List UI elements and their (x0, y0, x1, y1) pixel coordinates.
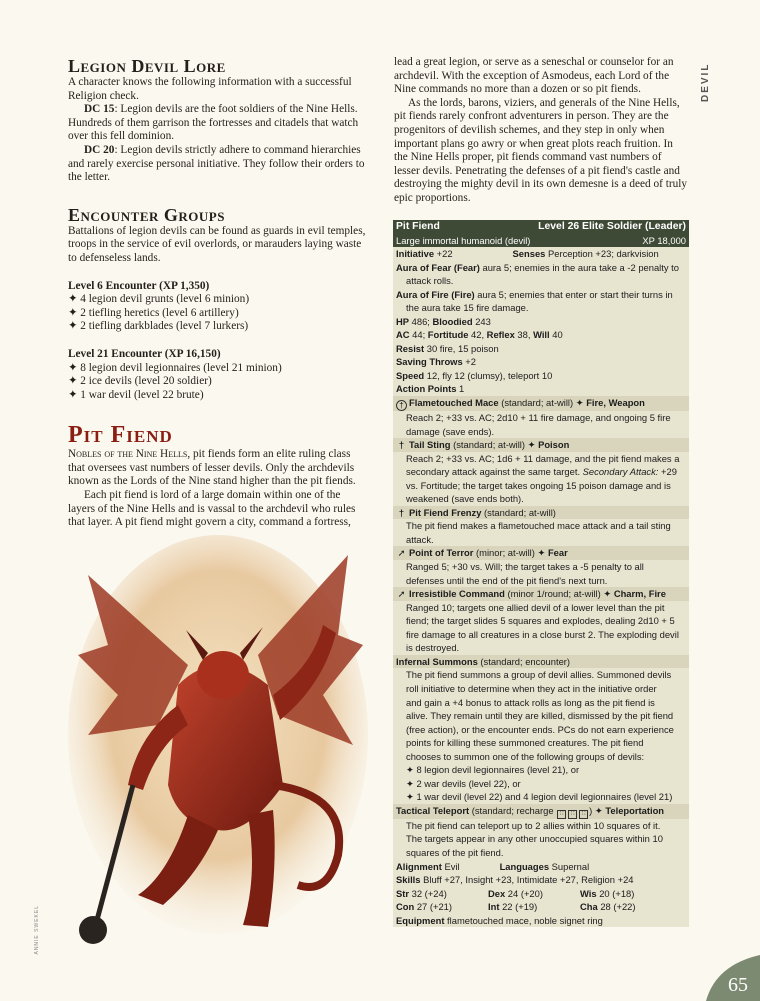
equipment-label: Equipment (396, 914, 445, 926)
power-frenzy-name: Pit Fiend Frenzy (409, 506, 482, 518)
aura-fear-cont: attack rolls. (406, 275, 454, 287)
encounter-item: ✦ 1 war devil (level 22 brute) (68, 389, 368, 403)
ability-value: 24 (+20) (505, 887, 543, 899)
power-sting-text: +29 (658, 466, 677, 478)
pit-fiend-lead: Nobles of the Nine Hells (68, 448, 188, 461)
melee-icon: † (398, 439, 405, 451)
resist-row (393, 342, 689, 356)
power-summons-line: chooses to summon one of the following groups of devils: (406, 750, 645, 762)
lore-dc20 (68, 144, 368, 185)
artist-credit: ANNIE SWEKEL (34, 905, 40, 955)
saves-value: +2 (462, 356, 476, 368)
ac-label: AC (396, 329, 410, 341)
ability-value: 28 (+22) (597, 901, 636, 913)
hp-row (393, 315, 689, 329)
encounter-item: ✦ 4 legion devil grunts (level 6 minion) (68, 293, 368, 307)
ability-str (396, 887, 488, 901)
power-mace-line: Reach 2; +33 vs. AC; 2d10 + 11 fire damage, and ongoing 5 fire (406, 412, 671, 424)
ability-label: Con (396, 901, 415, 913)
saves-label: Saving Throws (396, 356, 463, 368)
alignment-row (393, 860, 689, 874)
fortitude-value: 42, (468, 329, 487, 341)
equipment-row (393, 914, 689, 928)
skills-row (393, 873, 689, 887)
ability-value: 20 (+18) (596, 887, 635, 899)
ranged-icon: ➚ (397, 547, 406, 559)
equipment-value: flametouched mace, noble signet ring (444, 914, 603, 926)
power-frenzy-line: The pit fiend makes a flametouched mace attack and a tail sting (406, 520, 671, 532)
ability-value: 32 (+24) (409, 887, 447, 899)
die-five-icon: ∷ (568, 810, 577, 819)
power-terror-usage: (minor; at-will) (473, 547, 538, 559)
action-points-label: Action Points (396, 383, 457, 395)
dc15-label: DC 15 (84, 103, 115, 116)
power-summons (393, 655, 689, 669)
monster-type: Large immortal humanoid (devil) (396, 235, 531, 246)
power-sting-line: vs. Fortitude; the target takes ongoing 15 poison damage and is (406, 479, 671, 491)
encounter-group-title: Level 6 Encounter (XP 1,350) (68, 279, 210, 292)
encounter-heading: Encounter Groups (68, 204, 225, 225)
ability-dex (488, 887, 580, 901)
lore-dc15 (68, 103, 368, 144)
action-points-value: 1 (456, 383, 465, 395)
power-mace-line: damage (save ends). (406, 425, 495, 437)
ability-label: Dex (488, 887, 506, 899)
power-mace-keywords: Fire, Weapon (586, 397, 645, 409)
aura-fear-keyword: (Fear) (453, 261, 480, 273)
power-teleport-usage: (standard; recharge (469, 804, 557, 816)
abilities-row (393, 900, 689, 914)
power-teleport-line: The targets appear in any other unoccupied squares within 10 (406, 833, 663, 845)
speed-row (393, 369, 689, 383)
ability-int (488, 900, 580, 914)
skills-value: Bluff +27, Insight +23, Intimidate +27, Religion +24 (420, 874, 634, 886)
melee-basic-icon: † (396, 400, 407, 411)
power-command: ➚ Irresistible Command (minor 1/round; at-will) ✦ Charm, Fire (393, 587, 689, 601)
ability-value: 27 (+21) (414, 901, 453, 913)
initiative-label: Initiative (396, 248, 435, 259)
defenses-row (393, 328, 689, 342)
speed-label: Speed (396, 369, 425, 381)
power-teleport-keywords: Teleportation (605, 804, 665, 816)
power-sting-line (393, 465, 689, 479)
power-teleport-usage-end: ) (589, 804, 595, 816)
left-column (68, 56, 368, 530)
resist-label: Resist (396, 342, 425, 354)
ability-con (396, 900, 488, 914)
pit-fiend-p1-text: , pit fiends form an elite ruling class that oversees vast numbers of lesser devils. Only the archdevils known as the Lords of the Nine stand higher than the pit fiends. (68, 448, 356, 488)
power-sting-name: Tail Sting (409, 439, 451, 451)
right-column-intro (394, 56, 688, 206)
stat-block-header (393, 220, 689, 247)
power-summons-line: (free action), or the encounter ends. PCs do not earn experience (406, 723, 674, 735)
alignment-value: Evil (441, 860, 460, 872)
reflex-label: Reflex (486, 329, 515, 341)
power-teleport-line: squares of the pit fiend. (406, 846, 504, 858)
power-frenzy-line: attack. (406, 533, 434, 545)
power-sting-keywords: Poison (538, 439, 570, 451)
ability-wis (580, 887, 634, 901)
fortitude-label: Fortitude (427, 329, 469, 341)
power-terror-keywords: Fear (547, 547, 568, 559)
aura-fear-text: aura 5; enemies in the aura take a -2 penalty to (479, 261, 679, 273)
ability-label: Int (488, 901, 500, 913)
monster-level: Level 26 Elite Soldier (Leader) (538, 221, 686, 232)
encounter-item: ✦ 2 ice devils (level 20 soldier) (68, 375, 368, 389)
die-six-icon: ∷ (579, 810, 588, 819)
power-terror-line: Ranged 5; +30 vs. Will; the target takes a -5 penalty to all (406, 561, 644, 573)
encounter-item: ✦ 2 tiefling darkblades (level 7 lurkers) (68, 320, 368, 334)
will-value: 40 (549, 329, 563, 341)
pit-fiend-heading: Pit Fiend (68, 422, 173, 449)
languages-label: Languages (499, 860, 550, 872)
ac-value: 44; (409, 329, 428, 341)
initiative-value: +22 (434, 248, 453, 259)
lore-intro: A character knows the following information with a successful Religion check. (68, 76, 352, 102)
power-mace: † Flametouched Mace (standard; at-will) ✦ Fire, Weapon (393, 396, 689, 411)
alignment-label: Alignment (396, 860, 442, 872)
pit-fiend-illustration (68, 535, 368, 953)
power-command-line: is destroyed. (406, 642, 460, 654)
pit-fiend-p2: Each pit fiend is lord of a large domain within one of the layers of the Nine Hells and is vassal to the archdevil who rules that layer. A pit fiend might govern a city, command a fortress, (68, 489, 356, 529)
dc20-label: DC 20 (84, 143, 115, 156)
power-summons-line: roll initiative to determine when they act in the initiative order (406, 682, 657, 694)
power-command-keywords: Charm, Fire (613, 588, 666, 600)
power-command-line: fire damage to all creatures in a close burst 2. The exploding devil (406, 628, 679, 640)
hp-value: 486; (409, 315, 433, 327)
hp-label: HP (396, 315, 410, 327)
pit-fiend-r2: As the lords, barons, viziers, and generals of the Nine Hells, pit fiends rarely confront adventurers in person. They are the progenitors of devilish schemes, and they step in only when important plans go awry or when great plots reach fruition. In the Nine Hells proper, pit fiends command vast numbers of lesser devils. Penetrating the defenses of a pit fiend's castle and destroying the mighty devil in its own demesne is a deed of truly epic proportions. (394, 96, 688, 204)
power-sting-line: weakened (save ends both). (406, 493, 524, 505)
encounter-item: ✦ 8 legion devil legionnaires (level 21 minion) (68, 362, 368, 376)
bloodied-label: Bloodied (432, 315, 473, 327)
dc20-text: : Legion devils strictly adhere to command hierarchies and rarely exercise personal initiative. They follow their orders to the letter. (68, 143, 365, 184)
power-frenzy (393, 506, 689, 520)
power-summons-line: The pit fiend summons a group of devil allies. Summoned devils (406, 669, 672, 681)
power-sting-line: Reach 2; +33 vs. AC; 1d6 + 11 damage, and the pit fiend makes a (406, 452, 680, 464)
ability-cha (580, 900, 636, 914)
power-summons-name: Infernal Summons (396, 655, 478, 667)
power-summons-line: alive. They remain until they are killed, dismissed by the pit fiend (406, 710, 674, 722)
power-summons-line: and gain a +4 bonus to attack rolls as long as the pit fiend is (406, 696, 655, 708)
senses-value: Perception +23; darkvision (545, 248, 659, 259)
power-sting-text: secondary attack against the same target. (406, 466, 583, 478)
power-sting-usage: (standard; at-will) (450, 439, 528, 451)
abilities-row (393, 887, 689, 901)
power-teleport-line: The pit fiend can teleport up to 2 allies within 10 squares of it. (406, 819, 661, 831)
encounter-item: ✦ 2 tiefling heretics (level 6 artillery) (68, 307, 368, 321)
ability-label: Wis (580, 887, 597, 899)
power-terror: ➚ Point of Terror (minor; at-will) ✦ Fear (393, 546, 689, 560)
languages-value: Supernal (549, 860, 590, 872)
dc15-text: : Legion devils are the foot soldiers of the Nine Hells. Hundreds of them garrison the fortresses and citadels that watch over this fell dominion. (68, 103, 359, 143)
monster-name: Pit Fiend (396, 221, 440, 232)
initiative-row (393, 247, 689, 261)
power-command-usage: (minor 1/round; at-will) (504, 588, 604, 600)
encounter-intro: Battalions of legion devils can be found as guards in evil temples, troops in the service of evil overlords, or marauders laying waste to defenseless lands. (68, 224, 366, 264)
power-mace-name: Flametouched Mace (409, 397, 499, 409)
power-terror-name: Point of Terror (409, 547, 474, 559)
melee-icon: † (398, 506, 405, 518)
power-sting: † Tail Sting (standard; at-will) ✦ Poison (393, 438, 689, 452)
will-label: Will (533, 329, 550, 341)
page-number: 65 (728, 974, 748, 996)
power-frenzy-usage: (standard; at-will) (481, 506, 556, 518)
aura-fire-row (393, 288, 689, 302)
saves-row (393, 355, 689, 369)
power-command-line: Ranged 10; targets one allied devil of a lower level than the pit (406, 601, 665, 613)
reflex-value: 38, (514, 329, 534, 341)
stat-block (393, 220, 689, 927)
ability-label: Cha (580, 901, 598, 913)
page-number-badge (706, 955, 760, 1001)
aura-fear-label: Aura of Fear (396, 261, 452, 273)
power-teleport: Tactical Teleport (standard; recharge ∷ ∷ ∷ ) ✦ Teleportation (393, 804, 689, 819)
power-summons-usage: (standard; encounter) (477, 655, 571, 667)
section-tab: DEVIL (700, 62, 711, 102)
pit-fiend-p1 (68, 448, 368, 489)
aura-fire-label: Aura of Fire (396, 288, 449, 300)
ability-label: Str (396, 887, 410, 899)
power-teleport-name: Tactical Teleport (396, 804, 470, 816)
aura-fire-keyword: (Fire) (451, 288, 475, 300)
lore-heading: Legion Devil Lore (68, 56, 226, 76)
power-command-name: Irresistible Command (409, 588, 505, 600)
power-terror-line: defenses until the end of the pit fiend's next turn. (406, 574, 608, 586)
action-points-row (393, 382, 689, 396)
ranged-icon: ➚ (397, 588, 406, 600)
bloodied-value: 243 (472, 315, 491, 327)
resist-value: 30 fire, 15 poison (424, 342, 499, 354)
aura-fire-text: aura 5; enemies that enter or start their turns in (474, 288, 673, 300)
encounter-group-title: Level 21 Encounter (XP 16,150) (68, 347, 221, 360)
power-summons-line: points for killing these summoned creatures. The pit fiend (406, 737, 644, 749)
power-command-line: fiend; the target slides 5 squares and explodes, dealing 2d10 + 5 (406, 615, 675, 627)
die-four-icon: ∷ (557, 810, 566, 819)
senses-label: Senses (512, 248, 546, 259)
pit-fiend-r1: lead a great legion, or serve as a seneschal or counselor for an archdevil. With the exception of Asmodeus, each Lord of the Nine commands no more than a dozen or so pit fiends. (394, 56, 674, 96)
monster-xp: XP 18,000 (642, 235, 686, 246)
skills-label: Skills (396, 874, 421, 886)
power-summons-option: ✦ 8 legion devil legionnaires (level 21), or (393, 763, 689, 777)
power-mace-usage: (standard; at-will) (498, 397, 576, 409)
power-summons-option: ✦ 2 war devils (level 22), or (393, 777, 689, 791)
power-sting-secondary: Secondary Attack: (582, 466, 659, 478)
ability-value: 22 (+19) (499, 901, 538, 913)
aura-fire-cont: the aura take 15 fire damage. (406, 302, 529, 314)
aura-fear-row (393, 261, 689, 275)
power-summons-option: ✦ 1 war devil (level 22) and 4 legion devil legionnaires (level 21) (393, 790, 689, 804)
speed-value: 12, fly 12 (clumsy), teleport 10 (424, 369, 553, 381)
